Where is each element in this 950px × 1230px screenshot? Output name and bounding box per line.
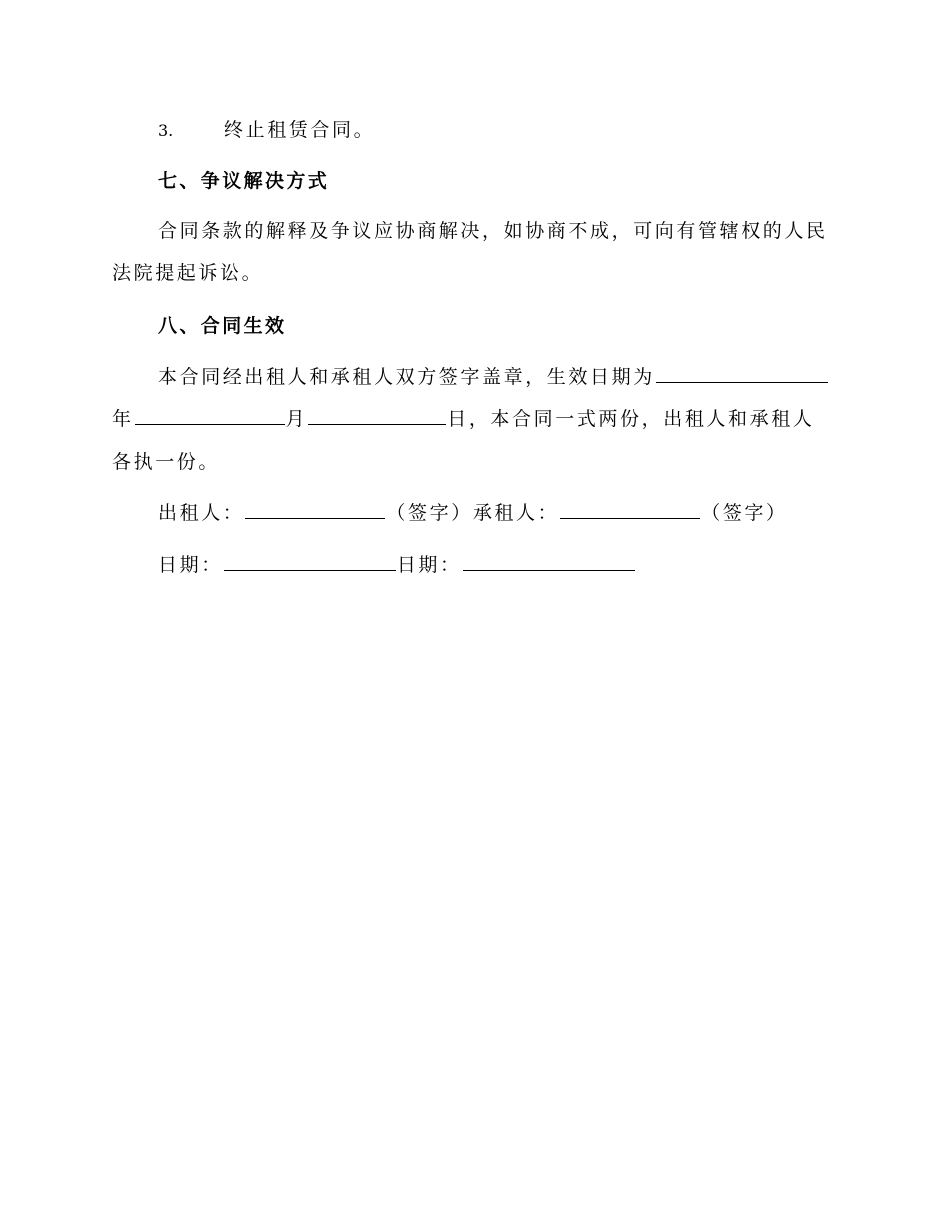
month-label: 月	[285, 408, 308, 430]
lessee-signature-blank[interactable]	[560, 500, 700, 519]
list-item-text: 终止租赁合同。	[224, 119, 376, 141]
effective-date-line-1	[158, 364, 829, 389]
lessee-sign-note: （签字）	[701, 502, 788, 524]
effective-date-line-3: 各执一份。	[112, 451, 221, 473]
lessor-signature-blank[interactable]	[245, 500, 385, 519]
section-7-paragraph-line-2: 法院提起诉讼。	[112, 262, 264, 284]
lessee-date-blank[interactable]	[463, 552, 635, 571]
day-text: 日，本合同一式两份，出租人和承租人	[447, 408, 815, 430]
lessor-sign-note: （签字）	[386, 502, 473, 524]
section-7-heading: 七、争议解决方式	[158, 170, 330, 192]
effective-date-text: 本合同经出租人和承租人双方签字盖章，生效日期为	[158, 366, 655, 388]
year-label: 年	[112, 408, 134, 430]
date-line	[158, 552, 636, 577]
lessor-date-blank[interactable]	[224, 552, 396, 571]
date-label-2: 日期：	[396, 554, 462, 576]
section-8-heading: 八、合同生效	[158, 315, 287, 337]
lessee-label: 承租人：	[472, 502, 560, 524]
date-label-1: 日期：	[158, 554, 223, 576]
effective-date-blank[interactable]	[656, 364, 828, 383]
list-item-number: 3.	[158, 121, 174, 140]
effective-date-line-2	[112, 406, 814, 431]
day-blank[interactable]	[308, 406, 446, 425]
signature-line	[158, 500, 788, 525]
lessor-label: 出租人：	[158, 502, 245, 524]
section-7-paragraph-line-1: 合同条款的解释及争议应协商解决，如协商不成，可向有管辖权的人民	[158, 220, 828, 242]
month-blank[interactable]	[135, 406, 285, 425]
